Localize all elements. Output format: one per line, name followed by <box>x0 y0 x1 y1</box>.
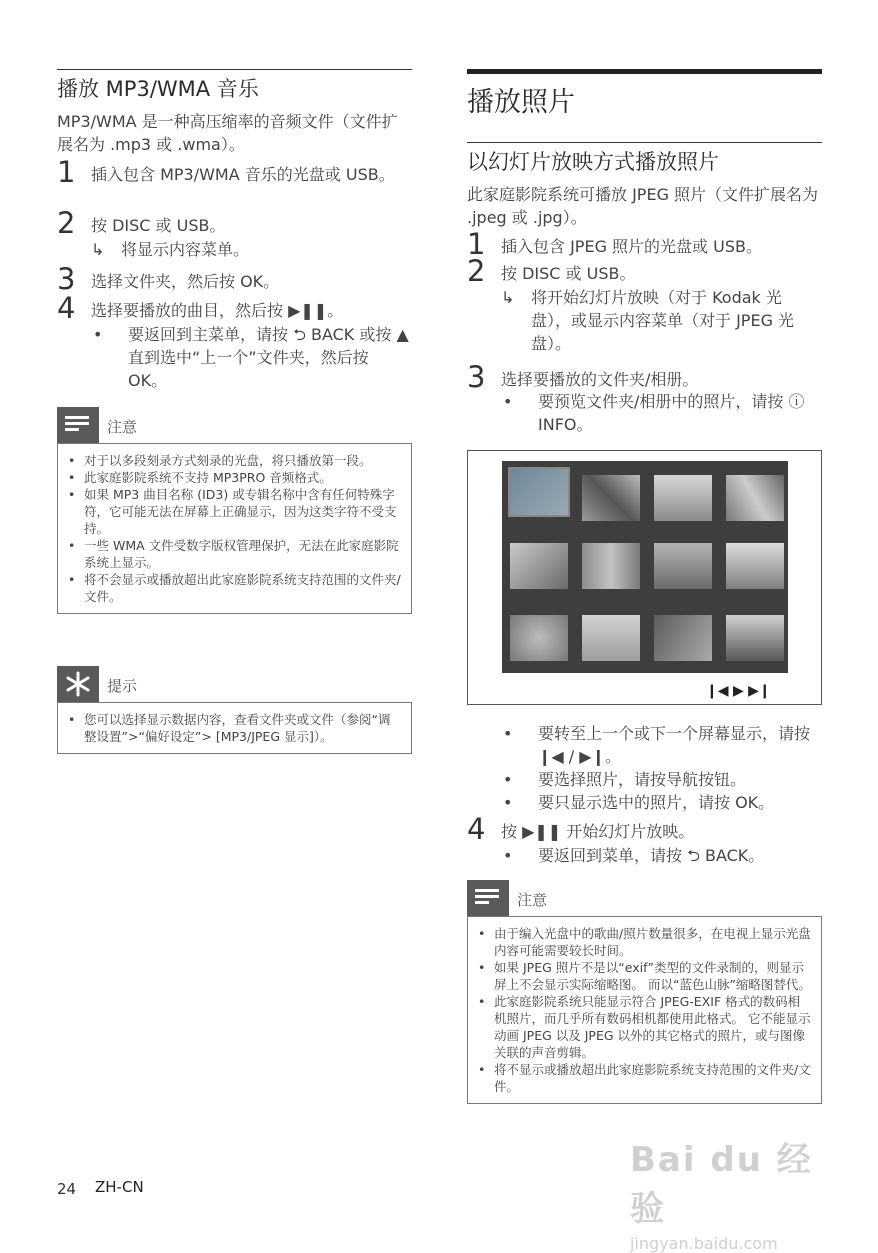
note-header: 注意 <box>57 407 412 443</box>
chapter-title: 播放照片 <box>467 69 822 119</box>
intro-photo: 此家庭影院系统可播放 JPEG 照片（文件扩展名为 .jpeg 或 .jpg）。 <box>467 185 819 227</box>
photo-note-header: 注意 <box>467 880 822 916</box>
tip-item: • 您可以选择显示数据内容，查看文件夹或文件（参阅“调整设置”>“偏好设定”> [MP3/JPEG 显示]）。 <box>84 711 401 745</box>
photo-thumbnail <box>726 475 784 521</box>
photo-thumbnail <box>582 543 640 589</box>
bullet: • <box>503 392 513 411</box>
photo-thumbnail <box>654 543 712 589</box>
photo-thumbnail <box>510 543 568 589</box>
note-item: • 此家庭影院系统不支持 MP3PRO 音频格式。 <box>84 469 401 486</box>
section-heading-mp3: 播放 MP3/WMA 音乐 <box>57 69 412 103</box>
photo-thumbnail <box>726 543 784 589</box>
language-code: ZH-CN <box>95 1178 144 1196</box>
bullet: • <box>93 325 103 344</box>
intro-mp3: MP3/WMA 是一种高压缩率的音频文件（文件扩展名为 .mp3 或 .wma）。 <box>57 112 398 154</box>
watermark-url: jingyan.baidu.com <box>630 1234 778 1253</box>
photo-thumbnail <box>510 615 568 661</box>
section-heading-photo: 以幻灯片放映方式播放照片 <box>467 142 822 176</box>
thumbnail-screen <box>502 461 788 673</box>
page-number: 24 <box>57 1180 77 1198</box>
note-item: • 由于编入光盘中的歌曲/照片数量很多，在电视上显示光盘内容可能需要较长时间。 <box>494 925 811 959</box>
result-arrow-icon: ↳ <box>91 240 105 259</box>
note-item: • 如果 JPEG 照片不是以“exif”类型的文件录制的，则显示屏上不会显示实际缩略图。 而以“蓝色山脉”缩略图替代。 <box>494 959 811 993</box>
note-item: • 一些 WMA 文件受数字版权管理保护，无法在此家庭影院系统上显示。 <box>84 537 401 571</box>
tip-icon <box>57 666 99 702</box>
note-item: • 如果 MP3 曲目名称 (ID3) 或专辑名称中含有任何特殊字符，它可能无法在屏幕上正确显示，因为这类字符不受支持。 <box>84 486 401 537</box>
photo-thumbnail <box>510 469 568 515</box>
result-arrow-icon: ↳ <box>501 288 515 307</box>
bullet: • <box>503 770 513 789</box>
bullet: • <box>503 846 513 865</box>
tip-box <box>57 702 412 754</box>
photo-thumbnail <box>654 475 712 521</box>
page-controls: ❙◀ ▶ ▶❙ <box>706 683 771 699</box>
photo-thumbnail <box>654 615 712 661</box>
photo-note-box <box>467 916 822 1104</box>
note-icon <box>57 407 99 443</box>
photo-thumbnail <box>582 615 640 661</box>
note-item: • 将不显示或播放超出此家庭影院系统支持范围的文件夹/文件。 <box>494 1061 811 1095</box>
watermark-brand: Bai du 经验 <box>630 1140 813 1229</box>
bullet: • <box>503 793 513 812</box>
bullet: • <box>503 724 513 743</box>
tip-header: 提示 <box>57 666 412 702</box>
baidu-watermark <box>630 1132 830 1253</box>
note-icon <box>467 880 509 916</box>
note-item: • 此家庭影院系统只能显示符合 JPEG-EXIF 格式的数码相机照片，而几乎所有数码相机都使用此格式。 它不能显示动画 JPEG 以及 JPEG 以外的其它格式的照片，或与图像关联的声音剪辑。 <box>494 993 811 1061</box>
thumbnail-preview-figure <box>467 450 822 705</box>
photo-thumbnail <box>726 615 784 661</box>
photo-thumbnail <box>582 475 640 521</box>
note-item: • 对于以多段刻录方式刻录的光盘，将只播放第一段。 <box>84 452 401 469</box>
note-box <box>57 443 412 614</box>
note-item: • 将不会显示或播放超出此家庭影院系统支持范围的文件夹/文件。 <box>84 571 401 605</box>
